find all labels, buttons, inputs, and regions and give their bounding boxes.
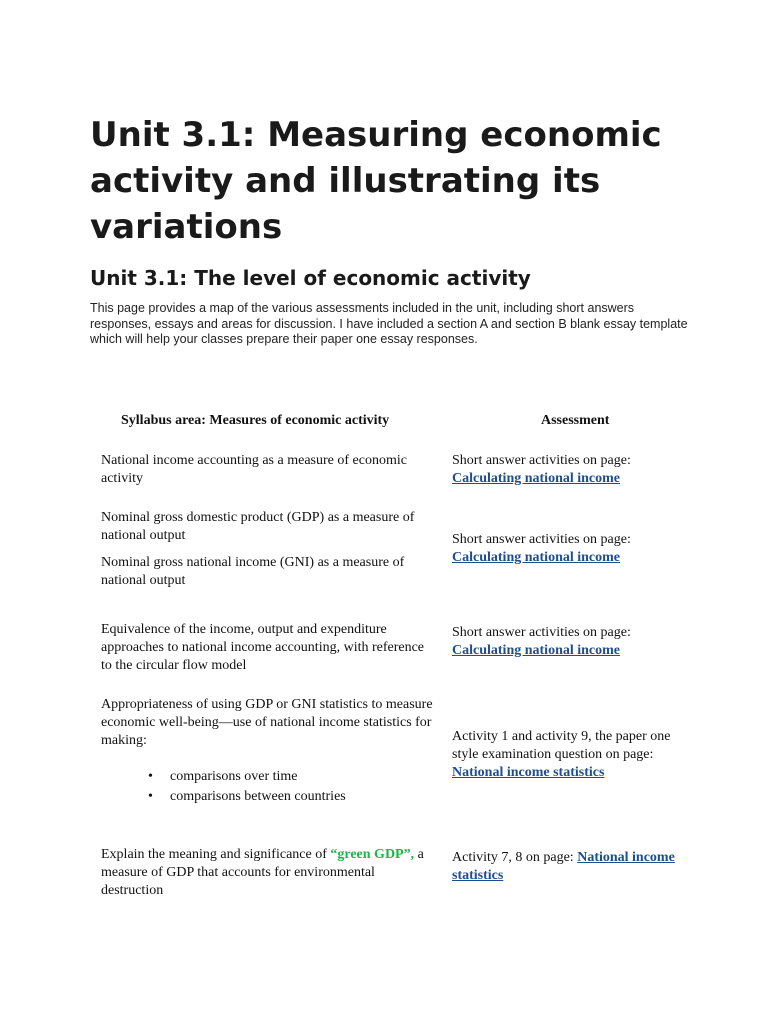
section-subtitle: Unit 3.1: The level of economic activity	[90, 266, 531, 290]
assessment-cell-row-2	[452, 531, 702, 567]
calculating-national-income-link[interactable]: Calculating national income	[452, 550, 621, 565]
assessment-text: Short answer activities on page:	[452, 453, 631, 468]
list-item-label: comparisons between countries	[170, 789, 346, 804]
national-income-statistics-link[interactable]: National income statistics	[452, 765, 605, 780]
syllabus-cell-appropriateness-gdp-gni: Appropriateness of using GDP or GNI statistics to measure economic well-being—use of national income statistics for making:	[101, 697, 433, 748]
syllabus-cell-nominal-gni: Nominal gross national income (GNI) as a measure of national output	[101, 555, 405, 588]
calculating-national-income-link[interactable]: Calculating national income	[452, 643, 621, 658]
syllabus-cell-national-income-accounting: National income accounting as a measure of economic activity	[101, 453, 407, 486]
assessment-cell-row-4	[452, 728, 697, 782]
list-item	[101, 767, 401, 787]
syllabus-text: a measure of GDP that accounts for environmental destruction	[101, 847, 424, 898]
syllabus-column-header: Syllabus area: Measures of economic activity	[121, 413, 390, 428]
assessment-text: Short answer activities on page:	[452, 625, 631, 640]
list-item-label: comparisons over time	[170, 769, 298, 784]
green-gdp-highlight: “green GDP”,	[330, 847, 415, 862]
list-item	[101, 787, 401, 807]
assessment-text: Activity 7, 8 on page:	[452, 850, 578, 865]
bullet-icon: •	[148, 769, 153, 784]
assessment-cell-row-5	[452, 849, 702, 885]
page-title: Unit 3.1: Measuring economic activity and illustrating its variations	[90, 115, 662, 247]
comparison-bullet-list	[101, 767, 401, 807]
bullet-icon: •	[148, 789, 153, 804]
assessment-text: Short answer activities on page:	[452, 532, 631, 547]
syllabus-cell-nominal-gdp: Nominal gross domestic product (GDP) as a measure of national output	[101, 510, 415, 543]
assessment-text: Activity 1 and activity 9, the paper one style examination question on page:	[452, 729, 671, 762]
syllabus-text: Explain the meaning and significance of	[101, 847, 331, 862]
intro-paragraph: This page provides a map of the various assessments included in the unit, including short answers responses, essays and areas for discussion. I have included a section A and section B blank essay template which will help your classes prepare their paper one essay responses.	[90, 301, 688, 346]
calculating-national-income-link[interactable]: Calculating national income	[452, 471, 621, 486]
assessment-cell-row-3	[452, 624, 702, 660]
syllabus-cell-green-gdp	[101, 846, 435, 900]
assessment-column-header: Assessment	[541, 413, 610, 428]
assessment-cell-row-1	[452, 452, 702, 488]
national-income-statistics-link[interactable]: National income statistics	[452, 850, 675, 883]
syllabus-cell-equivalence-approaches: Equivalence of the income, output and expenditure approaches to national income accounting, with reference to the circular flow model	[101, 622, 425, 673]
